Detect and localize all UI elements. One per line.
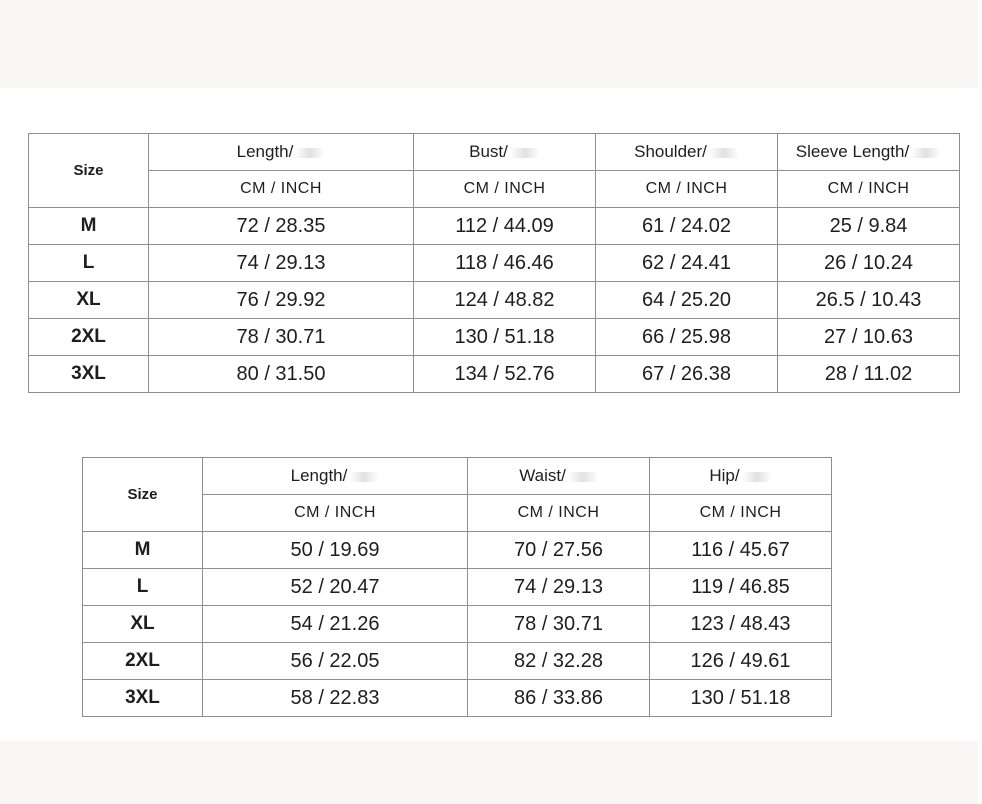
size-label: 2XL	[83, 643, 203, 680]
length-value: 54 / 21.26	[203, 606, 468, 643]
table-row	[29, 208, 960, 245]
bust-value: 130 / 51.18	[414, 319, 596, 356]
smudge-mark	[349, 472, 379, 482]
size-header: Size	[29, 134, 149, 208]
smudge-mark	[742, 472, 772, 482]
length-value: 78 / 30.71	[149, 319, 414, 356]
unit-cell: CM / INCH	[650, 495, 832, 532]
bottom-size-table	[82, 457, 832, 717]
unit-row	[29, 171, 960, 208]
hip-value: 126 / 49.61	[650, 643, 832, 680]
smudge-mark	[709, 148, 739, 158]
size-label: 3XL	[29, 356, 149, 393]
bust-value: 134 / 52.76	[414, 356, 596, 393]
top-background-band	[0, 0, 978, 88]
table-row	[29, 319, 960, 356]
bust-value: 112 / 44.09	[414, 208, 596, 245]
shoulder-value: 62 / 24.41	[596, 245, 778, 282]
table-row	[83, 606, 832, 643]
smudge-mark	[911, 148, 941, 158]
unit-cell: CM / INCH	[596, 171, 778, 208]
length-value: 72 / 28.35	[149, 208, 414, 245]
smudge-mark	[295, 148, 325, 158]
length-value: 80 / 31.50	[149, 356, 414, 393]
unit-cell: CM / INCH	[149, 171, 414, 208]
size-header: Size	[83, 458, 203, 532]
sleeve-length-value: 28 / 11.02	[778, 356, 960, 393]
unit-cell: CM / INCH	[414, 171, 596, 208]
column-header-length: Length/	[203, 458, 468, 495]
column-header-sleeve-length: Sleeve Length/	[778, 134, 960, 171]
length-value: 74 / 29.13	[149, 245, 414, 282]
column-header-waist: Waist/	[468, 458, 650, 495]
smudge-mark	[568, 472, 598, 482]
table-row	[83, 643, 832, 680]
bottom-background-band	[0, 741, 978, 804]
column-header-bust: Bust/	[414, 134, 596, 171]
sleeve-length-value: 27 / 10.63	[778, 319, 960, 356]
shoulder-value: 64 / 25.20	[596, 282, 778, 319]
table-row	[29, 282, 960, 319]
table-row	[83, 532, 832, 569]
unit-cell: CM / INCH	[778, 171, 960, 208]
length-value: 50 / 19.69	[203, 532, 468, 569]
top-size-table	[28, 133, 960, 393]
size-label: M	[29, 208, 149, 245]
sleeve-length-value: 26.5 / 10.43	[778, 282, 960, 319]
table-row	[29, 356, 960, 393]
shoulder-value: 66 / 25.98	[596, 319, 778, 356]
size-label: M	[83, 532, 203, 569]
length-value: 58 / 22.83	[203, 680, 468, 717]
hip-value: 119 / 46.85	[650, 569, 832, 606]
waist-value: 70 / 27.56	[468, 532, 650, 569]
size-label: XL	[29, 282, 149, 319]
column-header-hip: Hip/	[650, 458, 832, 495]
waist-value: 86 / 33.86	[468, 680, 650, 717]
sleeve-length-value: 26 / 10.24	[778, 245, 960, 282]
shoulder-value: 67 / 26.38	[596, 356, 778, 393]
column-header-length: Length/	[149, 134, 414, 171]
bust-value: 124 / 48.82	[414, 282, 596, 319]
hip-value: 116 / 45.67	[650, 532, 832, 569]
unit-cell: CM / INCH	[203, 495, 468, 532]
size-label: 2XL	[29, 319, 149, 356]
bust-value: 118 / 46.46	[414, 245, 596, 282]
sleeve-length-value: 25 / 9.84	[778, 208, 960, 245]
size-label: L	[83, 569, 203, 606]
length-value: 52 / 20.47	[203, 569, 468, 606]
shoulder-value: 61 / 24.02	[596, 208, 778, 245]
size-label: 3XL	[83, 680, 203, 717]
table-row	[83, 680, 832, 717]
size-label: XL	[83, 606, 203, 643]
column-header-shoulder: Shoulder/	[596, 134, 778, 171]
table-row	[83, 569, 832, 606]
header-row	[29, 134, 960, 171]
table-row	[29, 245, 960, 282]
length-value: 56 / 22.05	[203, 643, 468, 680]
waist-value: 82 / 32.28	[468, 643, 650, 680]
waist-value: 78 / 30.71	[468, 606, 650, 643]
waist-value: 74 / 29.13	[468, 569, 650, 606]
header-row	[83, 458, 832, 495]
smudge-mark	[510, 148, 540, 158]
unit-cell: CM / INCH	[468, 495, 650, 532]
length-value: 76 / 29.92	[149, 282, 414, 319]
hip-value: 123 / 48.43	[650, 606, 832, 643]
hip-value: 130 / 51.18	[650, 680, 832, 717]
size-label: L	[29, 245, 149, 282]
